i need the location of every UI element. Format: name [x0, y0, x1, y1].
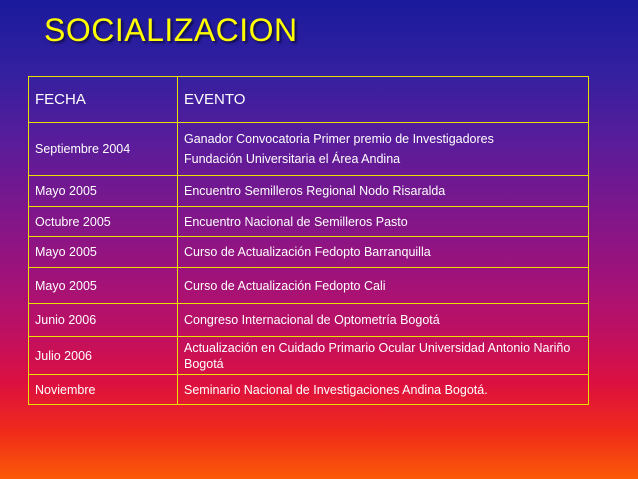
row-event: Curso de Actualización Fedopto Barranquilla	[178, 237, 589, 268]
row-date: Septiembre 2004	[29, 123, 178, 176]
row-event	[178, 123, 589, 176]
table-row	[29, 207, 589, 237]
row-event-line: Fundación Universitaria el Área Andina	[184, 152, 401, 166]
table-row	[29, 375, 589, 405]
row-event: Encuentro Semilleros Regional Nodo Risaralda	[178, 176, 589, 207]
row-event: Seminario Nacional de Investigaciones Andina Bogotá.	[178, 375, 589, 405]
row-date: Mayo 2005	[29, 176, 178, 207]
header-fecha: FECHA	[29, 77, 178, 123]
row-event: Curso de Actualización Fedopto Cali	[178, 268, 589, 304]
header-evento: EVENTO	[178, 77, 589, 123]
row-event: Congreso Internacional de Optometría Bogotá	[178, 304, 589, 337]
table-row	[29, 123, 589, 176]
slide-title: SOCIALIZACION	[44, 12, 298, 48]
table-row	[29, 337, 589, 375]
table-row	[29, 237, 589, 268]
table-row	[29, 176, 589, 207]
row-event-line: Ganador Convocatoria Primer premio de Investigadores	[184, 132, 494, 146]
table-row	[29, 268, 589, 304]
row-date: Junio 2006	[29, 304, 178, 337]
row-event: Encuentro Nacional de Semilleros Pasto	[178, 207, 589, 237]
row-date: Julio 2006	[29, 337, 178, 375]
row-date: Octubre 2005	[29, 207, 178, 237]
row-date: Noviembre	[29, 375, 178, 405]
table-row	[29, 304, 589, 337]
row-date: Mayo 2005	[29, 268, 178, 304]
row-date: Mayo 2005	[29, 237, 178, 268]
row-event: Actualización en Cuidado Primario Ocular Universidad Antonio Nariño Bogotá	[178, 337, 589, 375]
table-header-row	[29, 77, 589, 123]
events-table	[28, 76, 589, 405]
